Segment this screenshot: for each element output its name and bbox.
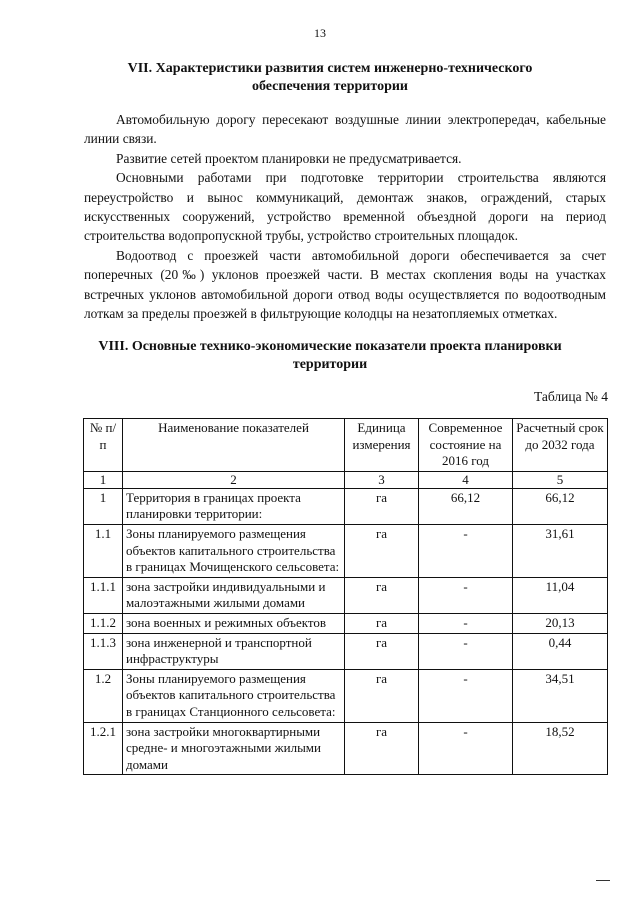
- row-current: -: [419, 722, 513, 775]
- table-row: [84, 577, 608, 613]
- row-calc: 20,13: [513, 613, 608, 633]
- index-cell: 5: [513, 471, 608, 488]
- header-current: Современное состояние на 2016 год: [419, 419, 513, 472]
- paragraph: Автомобильную дорогу пересекают воздушные линии электропередач, кабельные линии связи.: [84, 112, 606, 147]
- row-name: Зоны планируемого размещения объектов капитального строительства в границах Станционного сельсовета:: [123, 669, 345, 722]
- row-current: -: [419, 633, 513, 669]
- table-label: Таблица № 4: [534, 389, 608, 404]
- table-index-row: [84, 471, 608, 488]
- index-cell: 2: [123, 471, 345, 488]
- index-cell: 3: [345, 471, 419, 488]
- row-current: 66,12: [419, 488, 513, 524]
- table-row: [84, 669, 608, 722]
- row-num: 1.1: [84, 524, 123, 577]
- row-calc: 34,51: [513, 669, 608, 722]
- row-num: 1: [84, 488, 123, 524]
- page-number: 13: [314, 26, 326, 40]
- row-unit: га: [345, 669, 419, 722]
- section-7-text: [84, 110, 606, 323]
- row-calc: 31,61: [513, 524, 608, 577]
- index-cell: 4: [419, 471, 513, 488]
- row-calc: 0,44: [513, 633, 608, 669]
- row-calc: 66,12: [513, 488, 608, 524]
- scan-mark: [596, 880, 610, 881]
- header-calc: Расчетный срок до 2032 года: [513, 419, 608, 472]
- row-unit: га: [345, 613, 419, 633]
- section-7-heading-line2: обеспечения территории: [251, 79, 408, 94]
- row-unit: га: [345, 722, 419, 775]
- table-row: [84, 722, 608, 775]
- section-8-heading-line2: территории: [292, 357, 368, 372]
- table-row: [84, 613, 608, 633]
- section-7-heading-line1: VII. Характеристики развития систем инженерно-технического: [127, 61, 533, 76]
- row-name: Зоны планируемого размещения объектов капитального строительства в границах Мочищенского сельсовета:: [123, 524, 345, 577]
- row-num: 1.1.2: [84, 613, 123, 633]
- row-name: зона застройки многоквартирными средне- и многоэтажными жилыми домами: [123, 722, 345, 775]
- row-calc: 11,04: [513, 577, 608, 613]
- section-7-heading: [80, 60, 580, 96]
- row-name: Территория в границах проекта планировки территории:: [123, 488, 345, 524]
- table-row: [84, 488, 608, 524]
- row-name: зона застройки индивидуальными и малоэтажными жилыми домами: [123, 577, 345, 613]
- row-num: 1.1.3: [84, 633, 123, 669]
- paragraph: Основными работами при подготовке территории строительства являются переустройство и вынос коммуникаций, демонтаж знаков, ограждений, старых искусственных сооружений, устройство временной объездной дороги на период строительства водопропускной трубы, устройство строительных площадок.: [84, 170, 606, 244]
- table-row: [84, 633, 608, 669]
- header-name: Наименование показателей: [123, 419, 345, 472]
- indicators-table: [83, 418, 608, 775]
- row-num: 1.2.1: [84, 722, 123, 775]
- row-num: 1.1.1: [84, 577, 123, 613]
- paragraph: Развитие сетей проектом планировки не предусматривается.: [116, 150, 462, 166]
- paragraph: Водоотвод с проезжей части автомобильной дороги обеспечивается за счет поперечных (20‰) уклонов проезжей части. В местах скопления воды на участках встречных уклонов автомобильной дороги отвод воды осуществляется по водоотводным лоткам за пределы проезжей в фильтрующие колодцы на незатопляемых отметках.: [84, 247, 606, 322]
- section-8-heading-line1: VIII. Основные технико-экономические показатели проекта планировки: [98, 339, 562, 354]
- row-current: -: [419, 613, 513, 633]
- row-unit: га: [345, 524, 419, 577]
- header-unit: Единица измерения: [345, 419, 419, 472]
- row-current: -: [419, 577, 513, 613]
- row-unit: га: [345, 488, 419, 524]
- section-8-heading: [80, 338, 580, 374]
- row-num: 1.2: [84, 669, 123, 722]
- row-name: зона военных и режимных объектов: [123, 613, 345, 633]
- table-row: [84, 524, 608, 577]
- row-current: -: [419, 524, 513, 577]
- index-cell: 1: [84, 471, 123, 488]
- row-current: -: [419, 669, 513, 722]
- row-name: зона инженерной и транспортной инфраструктуры: [123, 633, 345, 669]
- row-unit: га: [345, 633, 419, 669]
- row-unit: га: [345, 577, 419, 613]
- row-calc: 18,52: [513, 722, 608, 775]
- header-num: № п/п: [84, 419, 123, 472]
- table-header-row: [84, 419, 608, 472]
